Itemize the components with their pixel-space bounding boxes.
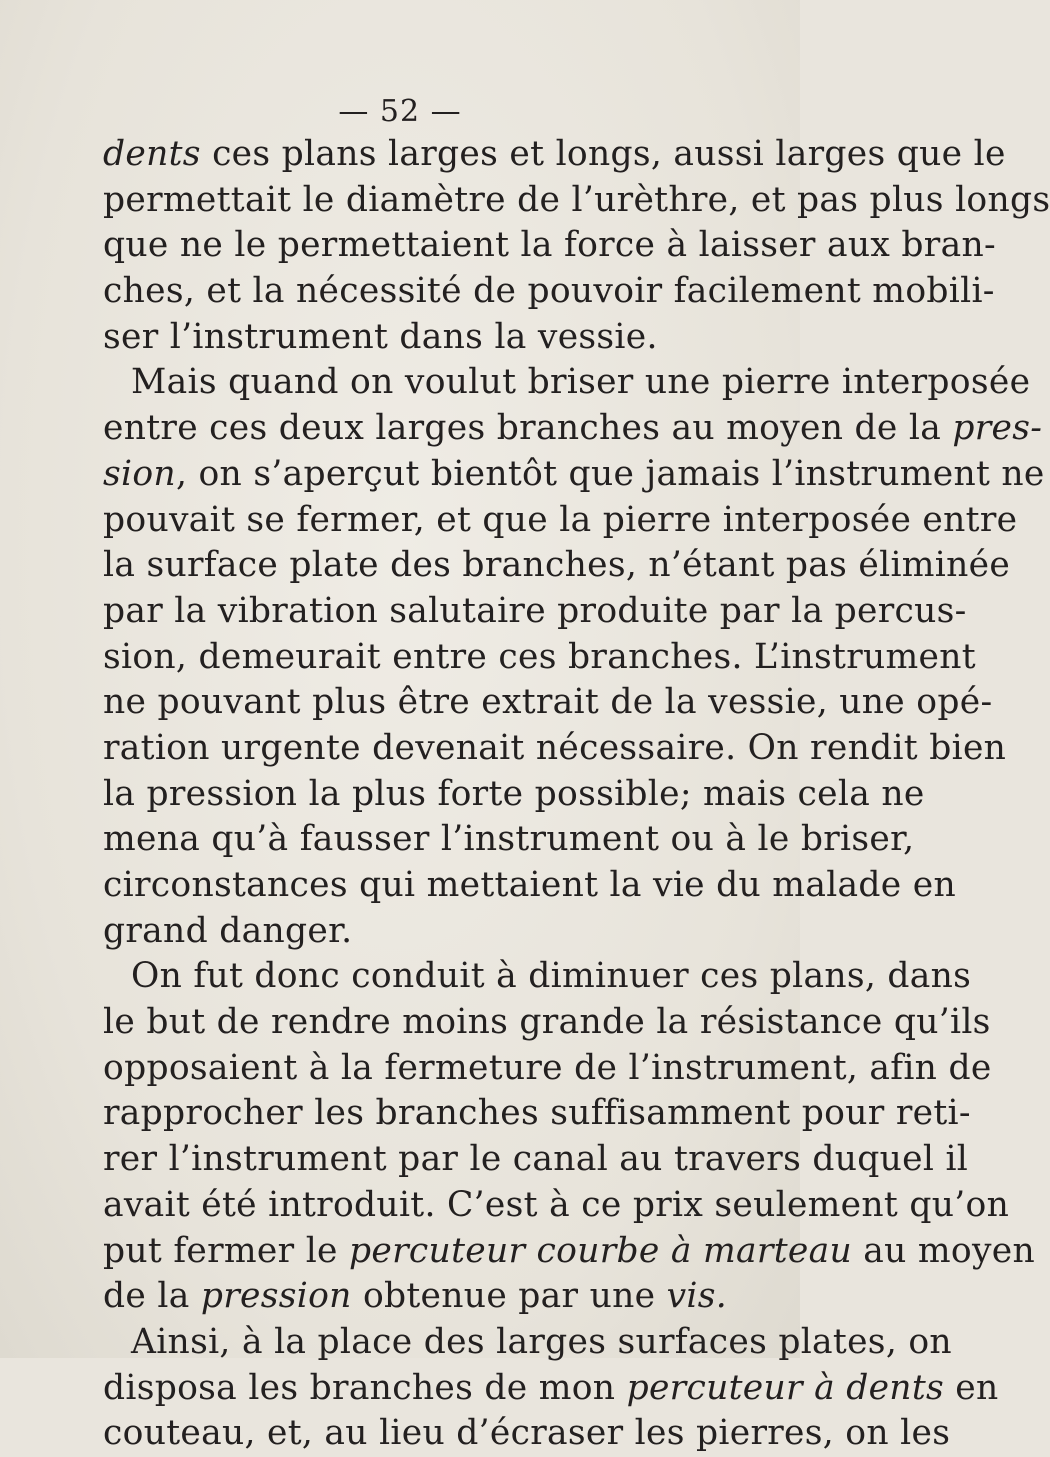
text-line: que ne le permettaient la force à laisser aux bran- bbox=[103, 225, 996, 266]
text-line: disposa les branches de mon percuteur à dents en bbox=[103, 1367, 999, 1408]
text-line: entre ces deux larges branches au moyen de la pres- bbox=[103, 408, 1043, 449]
text-line: Ainsi, à la place des larges surfaces plates, on bbox=[131, 1321, 952, 1362]
text-line: grand danger. bbox=[103, 910, 353, 951]
text-line: ches, et la nécessité de pouvoir facilement mobili- bbox=[103, 271, 995, 312]
text-line: la surface plate des branches, n’étant pas éliminée bbox=[103, 545, 1011, 586]
text-line: permettait le diamètre de l’urèthre, et pas plus longs bbox=[103, 179, 1050, 220]
text-line: put fermer le percuteur courbe à marteau au moyen bbox=[103, 1230, 1036, 1271]
text-line: rapprocher les branches suffisamment pour reti- bbox=[103, 1093, 971, 1134]
text-line: couteau, et, au lieu d’écraser les pierres, on les bbox=[103, 1413, 951, 1454]
text-line: par la vibration salutaire produite par la percus- bbox=[103, 590, 967, 631]
text-line: pouvait se fermer, et que la pierre interposée entre bbox=[103, 499, 1018, 540]
text-line: ser l’instrument dans la vessie. bbox=[103, 316, 658, 357]
text-line: la pression la plus forte possible; mais cela ne bbox=[103, 773, 925, 814]
text-line: sion, on s’aperçut bientôt que jamais l’instrument ne bbox=[103, 453, 1045, 494]
body-text bbox=[103, 132, 1050, 1457]
text-line: ration urgente devenait nécessaire. On rendit bien bbox=[103, 727, 1007, 768]
text-line: On fut donc conduit à diminuer ces plans, dans bbox=[131, 956, 972, 997]
text-line: dents ces plans larges et longs, aussi larges que le bbox=[103, 134, 1006, 174]
text-line: opposaient à la fermeture de l’instrument, afin de bbox=[103, 1047, 992, 1088]
text-line: rer l’instrument par le canal au travers duquel il bbox=[103, 1139, 969, 1180]
text-line: sion, demeurait entre ces branches. L’instrument bbox=[103, 636, 976, 677]
text-line: circonstances qui mettaient la vie du malade en bbox=[103, 865, 956, 905]
page-number: — 52 — bbox=[338, 94, 462, 129]
text-line: de la pression obtenue par une vis. bbox=[103, 1276, 728, 1317]
text-line: mena qu’à fausser l’instrument ou à le briser, bbox=[103, 819, 915, 860]
text-line: le but de rendre moins grande la résistance qu’ils bbox=[103, 1002, 991, 1043]
text-line: ne pouvant plus être extrait de la vessie, une opé- bbox=[103, 682, 993, 723]
text-line: Mais quand on voulut briser une pierre interposée bbox=[131, 362, 1031, 403]
text-line: avait été introduit. C’est à ce prix seulement qu’on bbox=[103, 1184, 1010, 1225]
